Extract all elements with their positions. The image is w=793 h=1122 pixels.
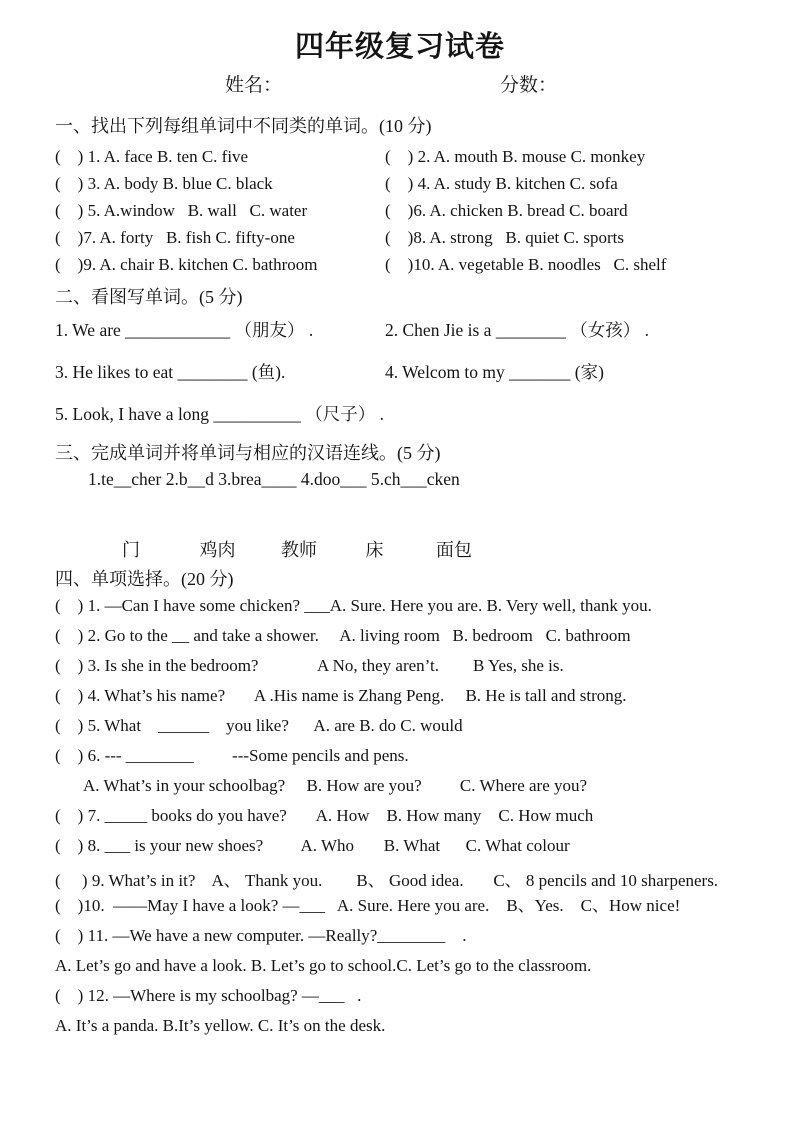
score-label: 分数：	[500, 75, 558, 96]
page-title: 四年级复习试卷	[294, 31, 505, 63]
name-label: 姓名：	[225, 75, 283, 96]
section2-row	[55, 320, 745, 341]
section-3-heading: 三、完成单词并将单词与相应的汉语连线。(5 分)	[55, 443, 441, 463]
section1-row	[55, 251, 745, 278]
choice-question: ( ) 12. —Where is my schoolbag? —___ .	[55, 986, 362, 1005]
match-word: 教师	[281, 540, 317, 560]
question-item: ( )9. A. chair B. kitchen C. bathroom	[55, 255, 318, 274]
choice-question: ( ) 5. What ______ you like? A. are B. do C. would	[55, 716, 463, 735]
choice-question: ( ) 3. Is she in the bedroom? A No, they aren’t. B Yes, she is.	[55, 656, 564, 675]
header-meta-row	[55, 70, 745, 102]
choice-options-line: A. Let’s go and have a look. B. Let’s go to school.C. Let’s go to the classroom.	[55, 956, 592, 975]
match-word: 鸡肉	[199, 540, 236, 560]
question-item: ( )10. A. vegetable B. noodles C. shelf	[385, 255, 667, 274]
question-item: ( )8. A. strong B. quiet C. sports	[385, 228, 624, 247]
choice-question: ( ) 6. --- ________ ---Some pencils and pens.	[55, 746, 409, 765]
fill-blank-item: 1. We are ____________ （朋友） .	[55, 320, 314, 340]
question-item: ( ) 1. A. face B. ten C. five	[55, 147, 249, 166]
question-item: ( )6. A. chicken B. bread C. board	[385, 201, 628, 220]
section2-row	[55, 362, 745, 383]
question-item: ( ) 3. A. body B. blue C. black	[55, 174, 273, 193]
question-item: ( ) 2. A. mouth B. mouse C. monkey	[385, 147, 646, 166]
section1-row	[55, 197, 745, 224]
match-words-row	[55, 538, 745, 562]
match-word: 门	[122, 540, 140, 560]
fill-blank-item: 3. He likes to eat ________ (鱼).	[55, 362, 286, 382]
word-completion-line: 1.te__cher 2.b__d 3.brea____ 4.doo___ 5.ch___cken	[88, 469, 460, 489]
fill-blank-item: 4. Welcom to my _______ (家)	[385, 362, 604, 382]
choice-question: ( ) 2. Go to the __ and take a shower. A. living room B. bedroom C. bathroom	[55, 626, 631, 645]
match-word: 面包	[436, 540, 472, 560]
choice-question: ( ) 7. _____ books do you have? A. How B. How many C. How much	[55, 806, 594, 825]
section1-row	[55, 224, 745, 251]
question-item: ( )7. A. forty B. fish C. fifty-one	[55, 228, 295, 247]
question-item: ( ) 5. A.window B. wall C. water	[55, 201, 308, 220]
fill-blank-item: 5. Look, I have a long __________ （尺子） .	[55, 404, 385, 424]
section-2-heading: 二、看图写单词。(5 分)	[55, 287, 243, 307]
choice-options-line: A. It’s a panda. B.It’s yellow. C. It’s on the desk.	[55, 1016, 386, 1035]
match-word: 床	[365, 540, 384, 560]
choice-question: ( ) 4. What’s his name? A .His name is Zhang Peng. B. He is tall and strong.	[55, 686, 627, 705]
choice-question: ( ) 9. What’s in it? A、 Thank you. B、 Good idea. C、 8 pencils and 10 sharpeners.	[55, 871, 719, 890]
choice-question: ( ) 8. ___ is your new shoes? A. Who B. What C. What colour	[55, 836, 570, 855]
fill-blank-item: 2. Chen Jie is a ________ （女孩） .	[385, 320, 649, 340]
choice-question: ( ) 1. —Can I have some chicken? ___A. Sure. Here you are. B. Very well, thank you.	[55, 596, 652, 615]
choice-options-line: A. What’s in your schoolbag? B. How are you? C. Where are you?	[83, 776, 588, 795]
choice-question: ( )10. ——May I have a look? —___ A. Sure. Here you are. B、Yes. C、How nice!	[55, 896, 681, 915]
question-item: ( ) 4. A. study B. kitchen C. sofa	[385, 174, 618, 193]
section1-row	[55, 143, 745, 170]
section-4-heading: 四、单项选择。(20 分)	[55, 569, 234, 589]
section1-row	[55, 170, 745, 197]
section-1-heading: 一、找出下列每组单词中不同类的单词。(10 分)	[55, 116, 432, 136]
choice-question: ( ) 11. —We have a new computer. —Really?________ .	[55, 926, 467, 945]
